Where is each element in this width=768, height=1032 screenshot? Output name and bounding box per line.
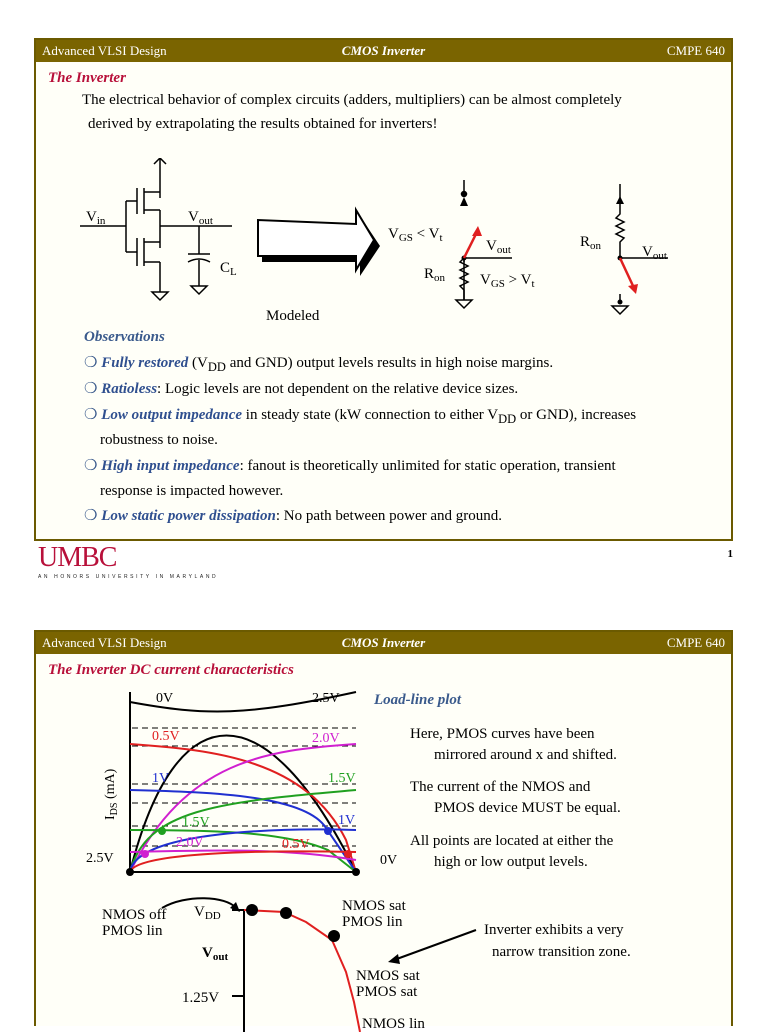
observations-title: Observations — [84, 329, 165, 345]
region-label: NMOS sat — [342, 898, 406, 914]
vout-model1-label: $V_{out}$ — [486, 238, 511, 256]
slide-2 — [34, 630, 733, 1032]
ron-model2-label: $R_{on}$ — [580, 234, 602, 252]
bullet-icon: ❍ — [84, 407, 102, 423]
page-number: 1 — [727, 548, 733, 560]
logo-tagline: AN HONORS UNIVERSITY IN MARYLAND — [38, 574, 219, 580]
course-name: Advanced VLSI Design — [42, 43, 167, 58]
umbc-logo — [38, 544, 218, 580]
course-name: Advanced VLSI Design — [42, 635, 167, 650]
curve-label: 0V — [156, 691, 174, 706]
modeled-label: Modeled — [266, 308, 320, 324]
observation-item: ❍ Low output impedance in steady state (kW connection to either $V_{DD}$ or GND), increases — [84, 407, 637, 426]
section-title: The Inverter — [48, 70, 126, 86]
region-label: NMOS off — [102, 907, 167, 923]
vtc-plot — [36, 882, 696, 1032]
curve-label: 0V — [380, 853, 398, 868]
region-label: PMOS sat — [356, 984, 418, 1000]
load-line-plot — [66, 680, 426, 880]
bullet-icon: ❍ — [84, 458, 102, 474]
inverter-diagram — [36, 158, 731, 328]
curve-label: 2.5V — [312, 691, 340, 706]
slide-header — [36, 632, 731, 654]
vin-label: $V_{in}$ — [86, 209, 106, 227]
slide-title: CMOS Inverter — [341, 43, 426, 58]
observation-continuation: robustness to noise. — [100, 432, 218, 448]
bullet-icon: ❍ — [84, 355, 102, 371]
observation-item: ❍ Low static power dissipation: No path between power and ground. — [84, 508, 502, 524]
intro-line-2: derived by extrapolating the results obtained for inverters! — [88, 116, 438, 132]
vgs-lt-label: $V_{GS} < V_t$ — [388, 226, 443, 244]
vdd-label: $V_{DD}$ — [194, 904, 221, 922]
curve-label: 2.5V — [86, 851, 114, 866]
region-label: PMOS lin — [342, 914, 403, 930]
mid-tick-label: 1.25V — [182, 990, 220, 1006]
note-3-line-1: All points are located at either the — [410, 833, 614, 849]
vtc-note-line-2: narrow transition zone. — [492, 944, 631, 960]
region-label: NMOS sat — [356, 968, 420, 984]
note-3-line-2: high or low output levels. — [434, 854, 588, 870]
section-title: The Inverter DC current characteristics — [48, 662, 294, 678]
vgs-gt-label: $V_{GS} > V_t$ — [480, 272, 535, 290]
curve-label: 2.0V — [312, 731, 340, 746]
ron-label: $R_{on}$ — [424, 266, 446, 284]
curve-label: 0.5V — [282, 837, 310, 852]
course-code: CMPE 640 — [666, 635, 725, 650]
intro-line-1: The electrical behavior of complex circuits (adders, multipliers) can be almost completely — [82, 92, 622, 108]
observation-item: ❍ High input impedance: fanout is theoretically unlimited for static operation, transient — [84, 458, 616, 474]
observation-item: ❍ Fully restored ($V_{DD}$ and GND) output levels results in high noise margins. — [84, 355, 554, 374]
curve-label: 1.5V — [182, 815, 210, 830]
bullet-icon: ❍ — [84, 508, 102, 524]
course-code: CMPE 640 — [666, 43, 725, 58]
observation-continuation: response is impacted however. — [100, 483, 284, 499]
slide-header — [36, 40, 731, 62]
curve-label: 0.5V — [152, 729, 180, 744]
curve-label: 1.5V — [328, 771, 356, 786]
cl-label: $C_L$ — [220, 260, 237, 278]
vout-label: $V_{out}$ — [188, 209, 213, 227]
load-line-title: Load-line plot — [374, 692, 462, 708]
y-axis-label: $I_{DS}$ (mA) — [103, 768, 120, 820]
region-label: NMOS lin — [362, 1016, 425, 1032]
region-label: PMOS lin — [102, 923, 163, 939]
curve-label: 1V — [338, 813, 356, 828]
vout-model2-label: $V_{out}$ — [642, 244, 667, 262]
curve-label: 1V — [152, 771, 170, 786]
inverter-schematic — [80, 158, 232, 300]
logo-wordmark: UMBC — [38, 542, 117, 573]
note-2-line-1: The current of the NMOS and — [410, 779, 591, 795]
modeled-arrow — [258, 210, 380, 276]
note-1-line-2: mirrored around x and shifted. — [434, 747, 617, 763]
note-2-line-2: PMOS device MUST be equal. — [434, 800, 621, 816]
vtc-note-line-1: Inverter exhibits a very — [484, 922, 624, 938]
observation-item: ❍ Ratioless: Logic levels are not dependent on the relative device sizes. — [84, 381, 519, 397]
curve-label: 2.0V — [176, 835, 204, 850]
note-1-line-1: Here, PMOS curves have been — [410, 726, 595, 742]
slide-title: CMOS Inverter — [341, 635, 426, 650]
slide-1 — [34, 38, 733, 541]
vout-axis-label: $V_{out}$ — [202, 945, 229, 963]
bullet-icon: ❍ — [84, 381, 102, 397]
